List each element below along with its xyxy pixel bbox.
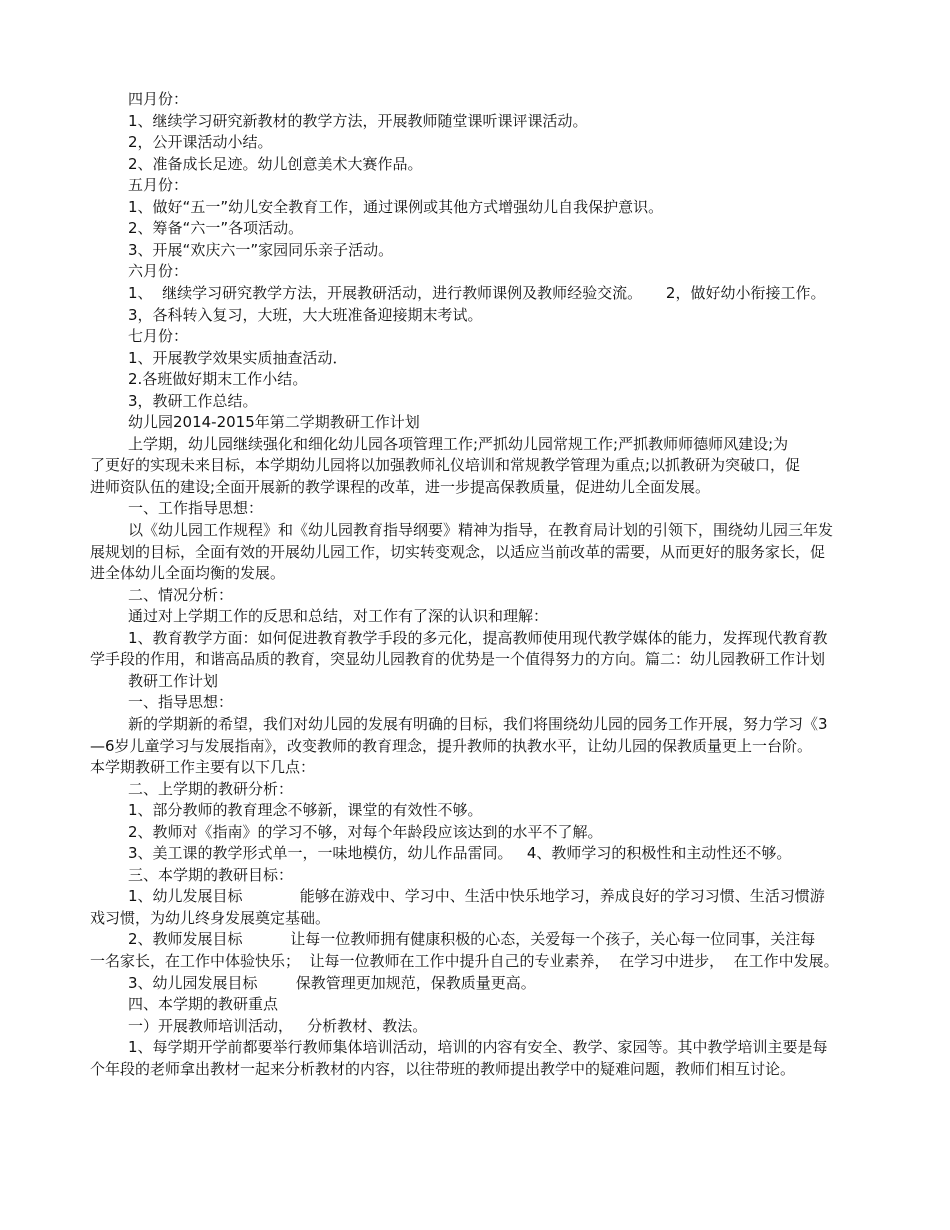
text-line: 2，公开课活动小结。 bbox=[128, 133, 273, 152]
text-line: 进师资队伍的建设;全面开展新的教学课程的改革，进一步提高保教质量，促进幼儿全面发展。 bbox=[90, 477, 711, 496]
text-line: 了更好的实现未来目标，本学期幼儿园将以加强教师礼仪培训和常规教学管理为重点;以抓教研为突破口，促 bbox=[90, 456, 801, 475]
text-line: 六月份： bbox=[128, 262, 189, 281]
text-line: 上学期，幼儿园继续强化和细化幼儿园各项管理工作;严抓幼儿园常规工作;严抓教师师德师风建设;为 bbox=[128, 434, 789, 453]
text-line: 一、工作指导思想： bbox=[128, 499, 264, 518]
text-line: 二、情况分析： bbox=[128, 585, 234, 604]
text-line: 新的学期新的希望，我们对幼儿园的发展有明确的目标，我们将围绕幼儿园的园务工作开展，努力学习《3 bbox=[128, 714, 828, 733]
text-line: 以《幼儿园工作规程》和《幼儿园教育指导纲要》精神为指导，在教育局计划的引领下，围绕幼儿园三年发 bbox=[128, 521, 834, 539]
text-line: 七月份： bbox=[128, 327, 189, 346]
text-line: 3、幼儿园发展目标 保教管理更加规范，保教质量更高。 bbox=[128, 973, 536, 992]
text-line: 1、 继续学习研究教学方法，开展教研活动，进行教师课例及教师经验交流。 2，做好幼小衔接工作。 bbox=[128, 283, 826, 302]
text-line: 戏习惯，为幼儿终身发展奠定基础。 bbox=[90, 908, 331, 927]
text-line: 2、教师对《指南》的学习不够，对每个年龄段应该达到的水平不了解。 bbox=[128, 822, 603, 841]
text-line: 个年段的老师拿出教材一起来分析教材的内容，以往带班的教师提出教学中的疑难问题，教师们相互讨论。 bbox=[90, 1059, 796, 1078]
text-line: 1、开展教学效果实质抽查活动． bbox=[128, 348, 348, 367]
text-line: 1、幼儿发展目标 能够在游戏中、学习中、生活中快乐地学习，养成良好的学习习惯、生活习惯游 bbox=[128, 887, 825, 906]
text-line: 3、开展“欢庆六一”家园同乐亲子活动。 bbox=[128, 240, 394, 259]
text-line: 3、美工课的教学形式单一，一味地模仿，幼儿作品雷同。 4、教师学习的积极性和主动性还不够。 bbox=[128, 844, 792, 863]
text-line: 1、教育教学方面：如何促进教育教学手段的多元化，提高教师使用现代教学媒体的能力，发挥现代教育教 bbox=[128, 628, 828, 647]
text-line: 三、本学期的教研目标： bbox=[128, 865, 294, 884]
text-line: 2、准备成长足迹。幼儿创意美术大赛作品。 bbox=[128, 154, 423, 173]
text-line: 2、教师发展目标 让每一位教师拥有健康积极的心态，关爱每一个孩子，关心每一位同事，关注每 bbox=[128, 930, 816, 949]
text-line: 1、做好“五一”幼儿安全教育工作，通过课例或其他方式增强幼儿自我保护意识。 bbox=[128, 197, 664, 216]
text-line: —6岁儿童学习与发展指南》，改变教师的教育理念，提升教师的执教水平，让幼儿园的保教质量更上一台阶。 bbox=[90, 736, 813, 755]
text-line: 四、本学期的教研重点 bbox=[128, 995, 279, 1014]
text-line: 幼儿园2014-2015年第二学期教研工作计划 bbox=[128, 413, 420, 432]
text-line: 二、上学期的教研分析： bbox=[128, 779, 294, 798]
text-line: 1、每学期开学前都要举行教师集体培训活动，培训的内容有安全、教学、家园等。其中教学培训主要是每 bbox=[128, 1038, 828, 1057]
text-line: 展规划的目标，全面有效的开展幼儿园工作，切实转变观念，以适应当前改革的需要，从而更好的服务家长，促 bbox=[90, 542, 826, 561]
text-line: 五月份： bbox=[128, 176, 189, 195]
text-line: 一、指导思想： bbox=[128, 693, 234, 712]
text-line: 3，教研工作总结。 bbox=[128, 391, 258, 410]
text-line: 2、筹备“六一”各项活动。 bbox=[128, 219, 304, 238]
text-line: 通过对上学期工作的反思和总结，对工作有了深的认识和理解： bbox=[128, 607, 549, 626]
text-line: 进全体幼儿全面均衡的发展。 bbox=[90, 564, 286, 583]
text-line: 3，各科转入复习，大班，大大班准备迎接期末考试。 bbox=[128, 305, 483, 324]
text-line: 本学期教研工作主要有以下几点： bbox=[90, 758, 316, 777]
text-line: 一名家长，在工作中体验快乐； 让每一位教师在工作中提升自己的专业素养， 在学习中进步， 在工作中发展。 bbox=[90, 952, 839, 970]
text-line: 2.各班做好期末工作小结。 bbox=[128, 370, 308, 389]
text-line: 教研工作计划 bbox=[128, 671, 219, 690]
text-line: 四月份： bbox=[128, 90, 189, 108]
text-line: 一）开展教师培训活动， 分析教材、教法。 bbox=[128, 1016, 428, 1035]
text-line: 1、部分教师的教育理念不够新，课堂的有效性不够。 bbox=[128, 801, 483, 820]
text-line: 学手段的作用，和谐高品质的教育，突显幼儿园教育的优势是一个值得努力的方向。篇二：幼儿园教研工作计划 bbox=[90, 650, 826, 669]
text-line: 1、继续学习研究新教材的教学方法，开展教师随堂课听课评课活动。 bbox=[128, 111, 588, 130]
